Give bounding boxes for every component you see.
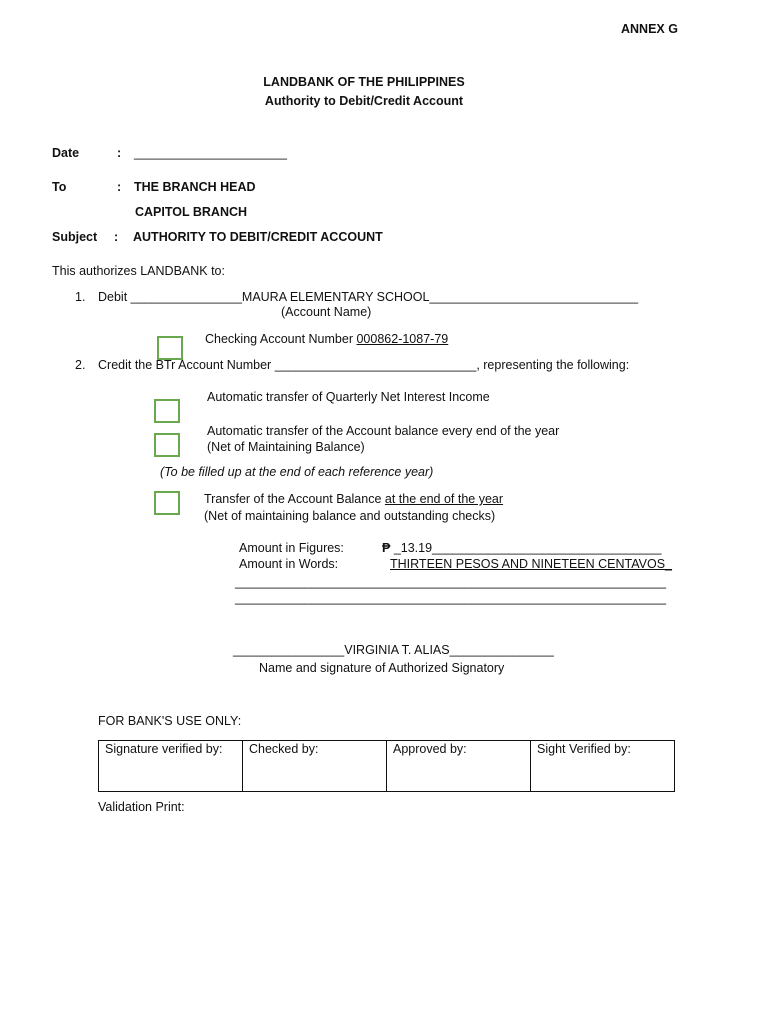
validation-print-label: Validation Print: (98, 800, 185, 814)
date-colon: : (117, 146, 122, 160)
subject-value: AUTHORITY TO DEBIT/CREDIT ACCOUNT (133, 230, 383, 244)
signatory-row (233, 643, 554, 657)
signature-verified-cell[interactable]: Signature verified by: (99, 741, 243, 792)
debit-label: Debit (98, 290, 128, 304)
bank-use-heading: FOR BANK'S USE ONLY: (98, 714, 242, 728)
to-line1: THE BRANCH HEAD (134, 180, 256, 194)
annex-label: ANNEX G (621, 22, 678, 36)
account-name-caption: (Account Name) (281, 305, 372, 319)
amount-words-label: Amount in Words: (239, 557, 339, 571)
credit-text: Credit the BTr Account Number (98, 358, 272, 372)
end-of-year-transfer-checkbox[interactable] (154, 491, 180, 515)
checked-by-cell[interactable]: Checked by: (243, 741, 387, 792)
account-name-value[interactable]: MAURA ELEMENTARY SCHOOL (241, 290, 430, 304)
to-line2: CAPITOL BRANCH (135, 205, 248, 219)
fill-up-note: (To be filled up at the end of each reference year) (160, 465, 434, 479)
amount-figures-row (382, 541, 661, 555)
option3-underlined: at the end of the year (384, 492, 504, 506)
amount-figures-label: Amount in Figures: (239, 541, 344, 555)
amount-words-value[interactable]: THIRTEEN PESOS AND NINETEEN CENTAVOS_ (390, 557, 673, 571)
sight-verified-cell[interactable]: Sight Verified by: (531, 741, 675, 792)
credit-row (98, 358, 629, 372)
date-field[interactable]: ______________________ (134, 146, 287, 160)
checking-account-checkbox[interactable] (157, 336, 183, 360)
option3-prefix: Transfer of the Account Balance (204, 492, 382, 506)
subject-label: Subject (52, 230, 98, 244)
item2-number: 2. (75, 358, 86, 372)
option-quarterly-interest: Automatic transfer of Quarterly Net Interest Income (207, 390, 490, 404)
debit-row (98, 290, 638, 304)
amount-figures-value[interactable]: _13.19_________________________________ (393, 541, 662, 555)
to-colon: : (117, 180, 122, 194)
approved-by-cell[interactable]: Approved by: (387, 741, 531, 792)
peso-sign: ₱ (382, 541, 391, 555)
debit-line-after: ______________________________ (429, 290, 639, 304)
amount-words-line-3[interactable]: ______________________________________________________________ (235, 591, 667, 605)
yearly-balance-checkbox[interactable] (154, 433, 180, 457)
checking-account-number[interactable]: 000862-1087-79 (356, 332, 449, 346)
bank-use-table (98, 740, 675, 792)
signatory-line-before: ________________ (233, 643, 345, 657)
signatory-name[interactable]: VIRGINIA T. ALIAS (344, 643, 450, 657)
amount-words-line-2[interactable]: ______________________________________________________________ (235, 575, 667, 589)
subject-colon: : (114, 230, 119, 244)
option-end-of-year-note: (Net of maintaining balance and outstanding checks) (204, 509, 496, 523)
btr-account-field[interactable]: _____________________________ (274, 358, 477, 372)
signatory-line-after: _______________ (449, 643, 554, 657)
debit-line-before: ________________ (130, 290, 242, 304)
to-label: To (52, 180, 67, 194)
option-yearly-balance-note: (Net of Maintaining Balance) (207, 440, 365, 454)
bank-name: LANDBANK OF THE PHILIPPINES (263, 75, 465, 89)
signatory-caption: Name and signature of Authorized Signatory (259, 661, 505, 675)
option-end-of-year-transfer (204, 492, 503, 506)
checking-account-label: Checking Account Number (205, 332, 353, 346)
checking-account-row (205, 332, 448, 346)
credit-text-after: , representing the following: (476, 358, 630, 372)
intro-text: This authorizes LANDBANK to: (52, 264, 225, 278)
table-row (99, 741, 675, 792)
document-title: Authority to Debit/Credit Account (264, 94, 464, 108)
option-yearly-balance: Automatic transfer of the Account balance every end of the year (207, 424, 560, 438)
item1-number: 1. (75, 290, 86, 304)
date-label: Date (52, 146, 80, 160)
quarterly-interest-checkbox[interactable] (154, 399, 180, 423)
